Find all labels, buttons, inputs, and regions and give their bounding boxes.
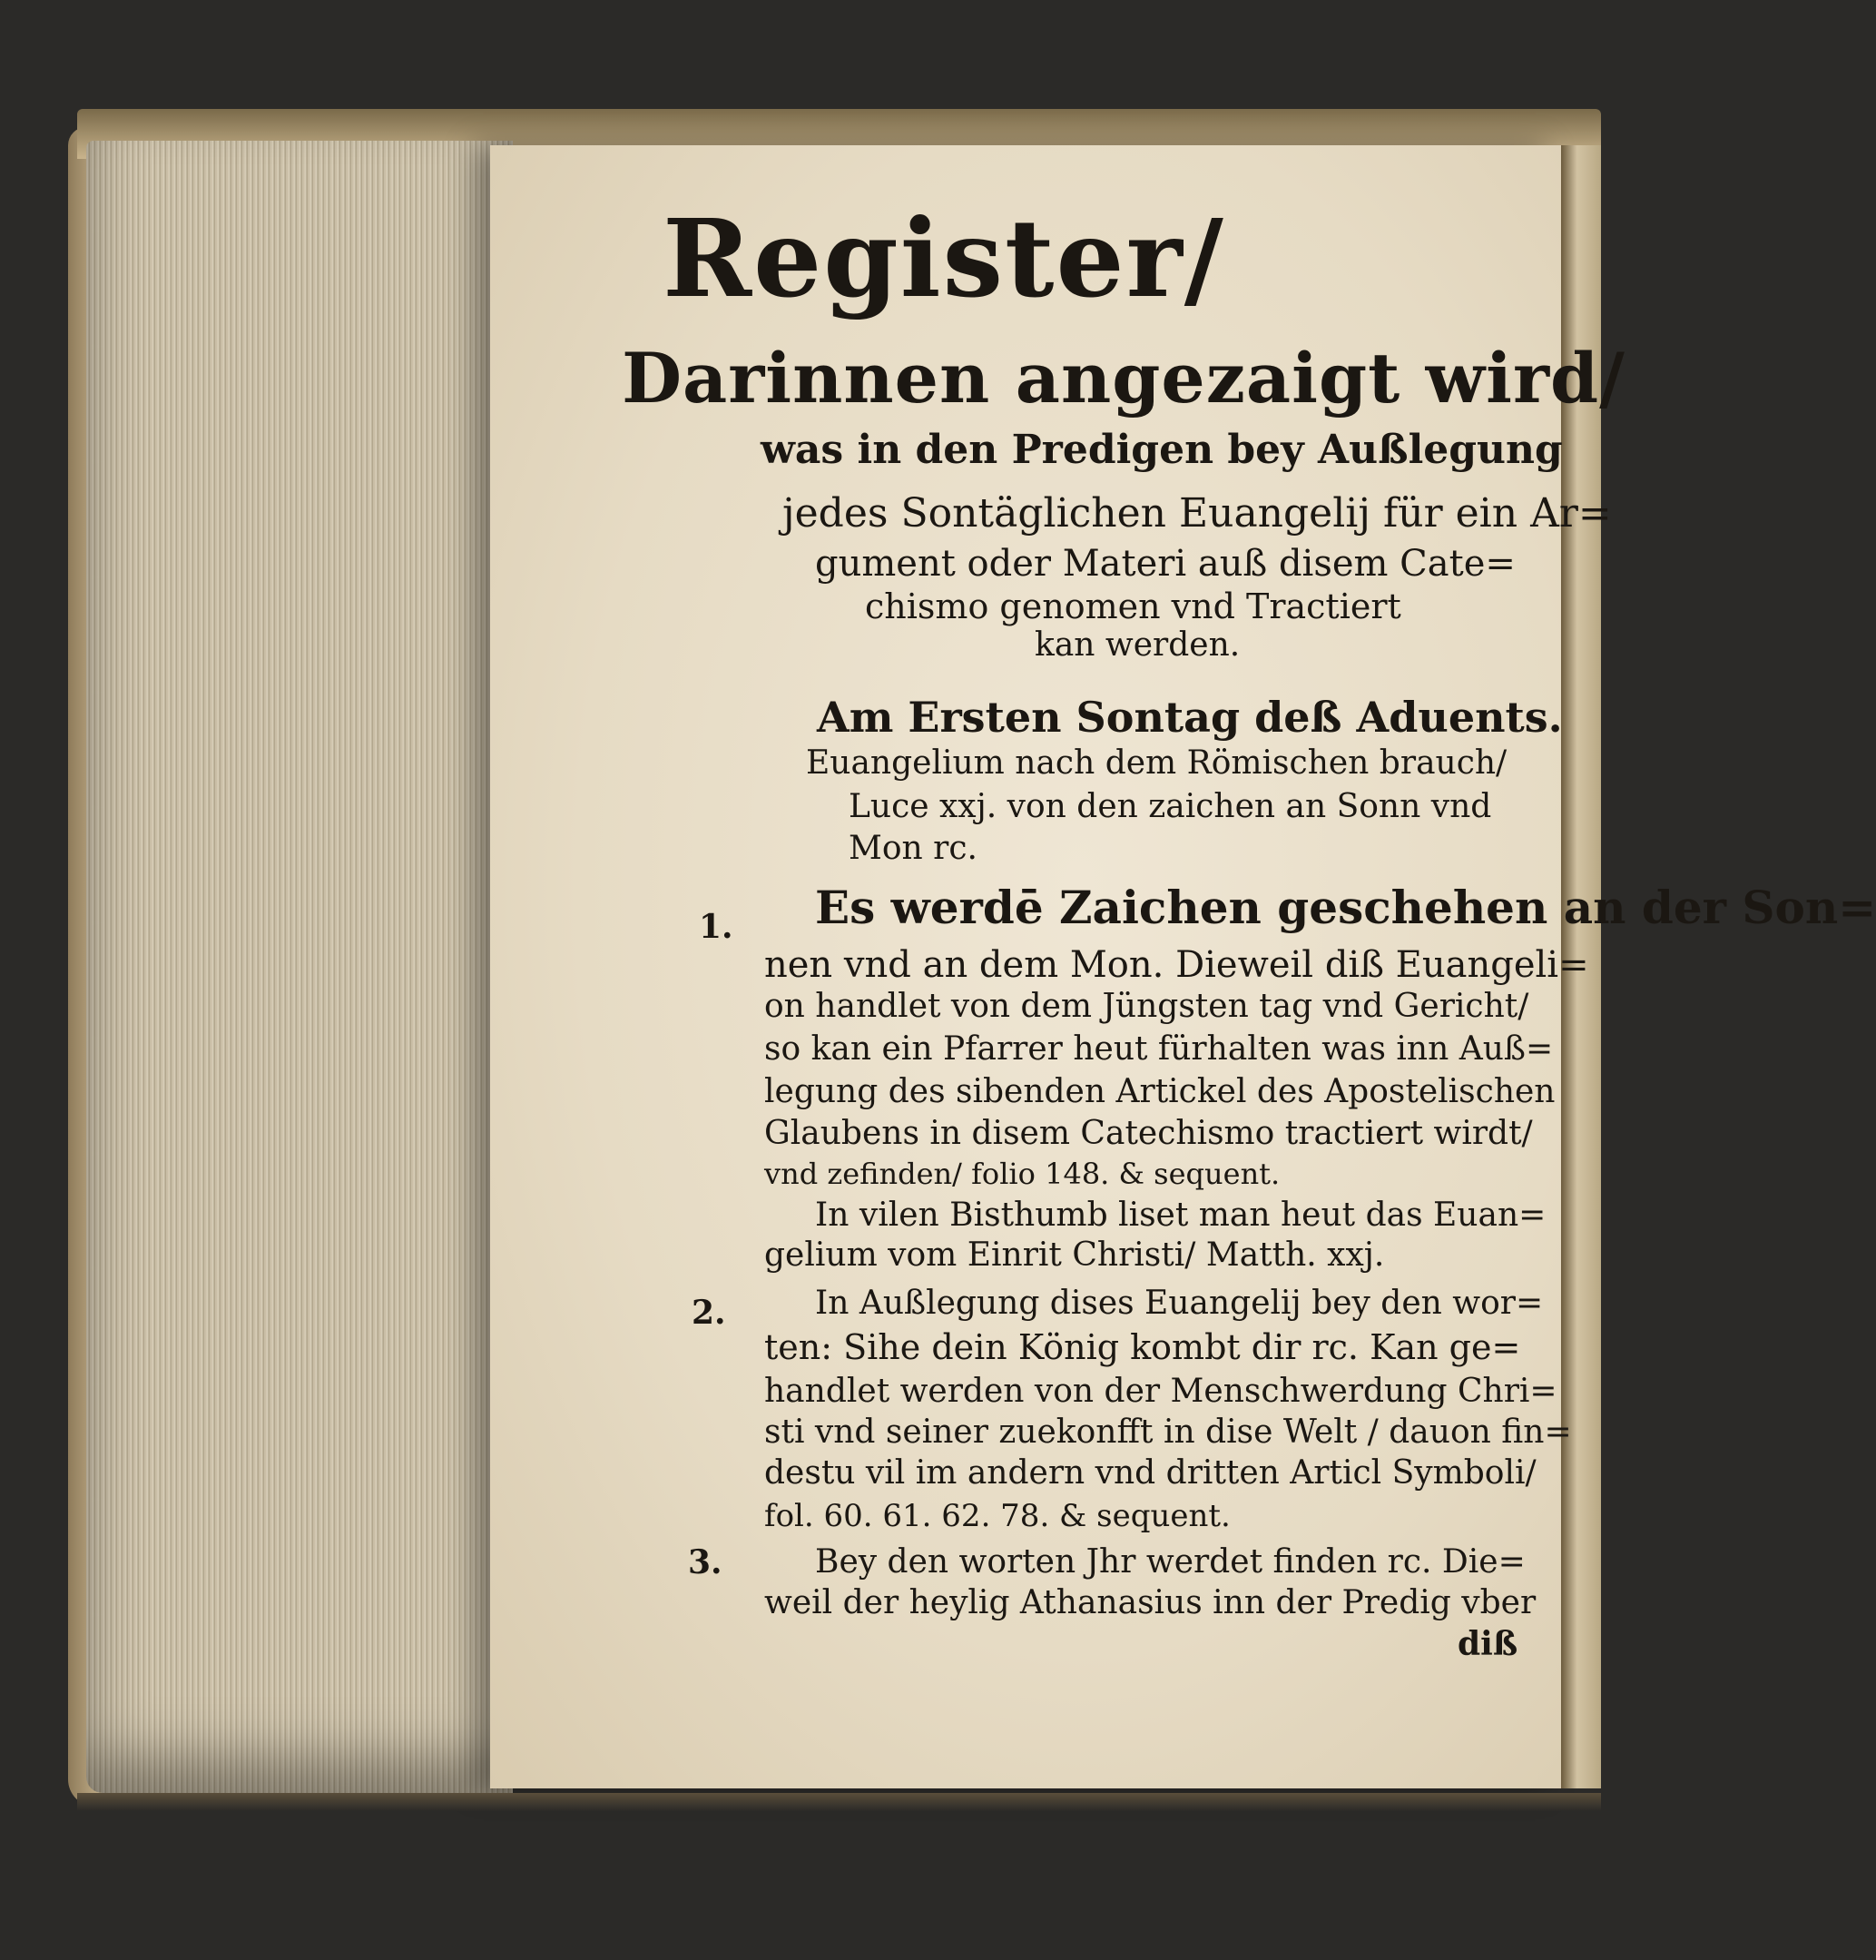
entry-line: fol. 60. 61. 62. 78. & sequent. (764, 1498, 1231, 1534)
entry-line: on handlet von dem Jüngsten tag vnd Gericht/ (764, 988, 1529, 1025)
entry-line: Bey den worten Jhr werdet finden rc. Die= (815, 1543, 1526, 1581)
entry-line: In vilen Bisthumb liset man heut das Euan= (815, 1197, 1547, 1234)
entry-line: Glaubens in disem Catechismo tractiert wirdt/ (764, 1115, 1533, 1152)
entry-line: vnd zefinden/ folio 148. & sequent. (764, 1157, 1281, 1191)
gospel-line: Luce xxj. von den zaichen an Sonn vnd (849, 788, 1492, 825)
catchword: diß (1458, 1625, 1518, 1663)
entry-line: so kan ein Pfarrer heut fürhalten was inn Auß= (764, 1030, 1554, 1068)
intro-line: jedes Sontäglichen Euangelij für ein Ar= (782, 490, 1612, 537)
entry-line: Es werdē Zaichen geschehen an der Son= (815, 881, 1876, 934)
entry-number: 1. (699, 908, 733, 946)
page-title: Register/ (663, 195, 1225, 321)
book-shadow (77, 1793, 1601, 1811)
entry-line: handlet werden von der Menschwerdung Chri= (764, 1373, 1557, 1410)
intro-line: was in den Predigen bey Außlegung (761, 427, 1563, 473)
entry-line: gelium vom Einrit Christi/ Matth. xxj. (764, 1236, 1385, 1274)
entry-line: destu vil im andern vnd dritten Articl Symboli/ (764, 1454, 1537, 1492)
entry-line: nen vnd an dem Mon. Dieweil diß Euangeli= (764, 944, 1589, 986)
intro-line: gument oder Materi auß disem Cate= (815, 543, 1516, 585)
intro-line: chismo genomen vnd Tractiert (865, 586, 1401, 626)
entry-number: 3. (688, 1543, 722, 1581)
entry-line: In Außlegung dises Euangelij bey den wor= (815, 1285, 1544, 1322)
entry-line: weil der heylig Athanasius inn der Predig vber (764, 1584, 1537, 1621)
section-heading: Am Ersten Sontag deß Aduents. (817, 693, 1563, 742)
entry-line: legung des sibenden Artickel des Apostelischen (764, 1073, 1556, 1110)
entry-line: ten: Sihe dein König kombt dir rc. Kan ge= (764, 1327, 1521, 1367)
page-subtitle: Darinnen angezaigt wird/ (622, 338, 1626, 419)
entry-line: sti vnd seiner zuekonfft in dise Welt / dauon fin= (764, 1413, 1572, 1451)
page-edges (86, 141, 513, 1793)
entry-number: 2. (692, 1294, 726, 1332)
intro-line: kan werden. (1035, 626, 1241, 664)
gospel-line: Euangelium nach dem Römischen brauch/ (806, 744, 1508, 782)
gospel-line: Mon rc. (849, 830, 977, 867)
